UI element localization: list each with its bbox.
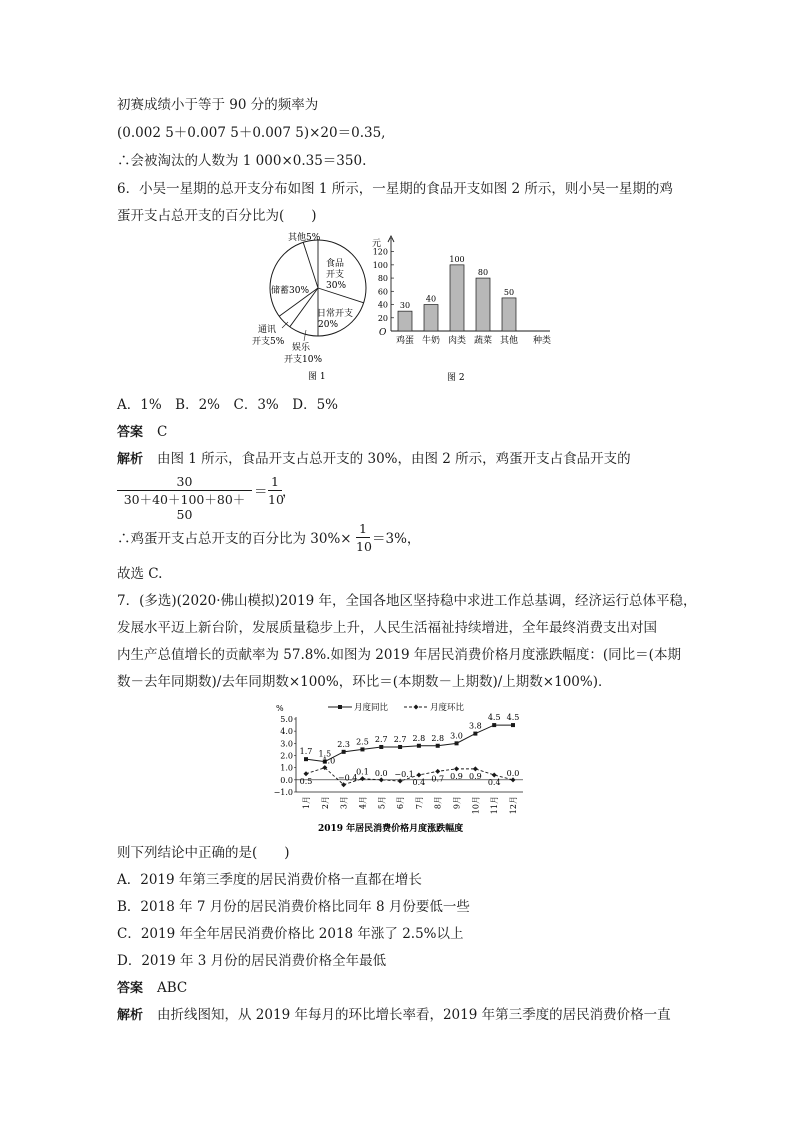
q7-stem-line-2: 发展水平迈上新台阶，发展质量稳步上升，人民生活福祉持续增进，全年最终消费支出对国 bbox=[117, 620, 657, 636]
mom-point bbox=[492, 772, 497, 777]
bar-value-label: 50 bbox=[503, 287, 515, 297]
yoy-value-label: 2.5 bbox=[356, 737, 369, 747]
q7-option-a[interactable]: A．2019 年第三季度的居民消费价格一直都在增长 bbox=[117, 872, 422, 888]
x-tick-label: 4月 bbox=[358, 796, 368, 810]
yoy-point bbox=[473, 732, 477, 736]
y-tick-label: 0.0 bbox=[280, 775, 293, 785]
mom-value-label: 0.1 bbox=[356, 767, 369, 777]
q7-question: 则下列结论中正确的是( ) bbox=[117, 845, 290, 861]
slice-label-daily: 日常开支 bbox=[317, 309, 354, 319]
mom-point bbox=[454, 766, 459, 771]
yoy-value-label: 3.8 bbox=[468, 721, 482, 731]
fraction-numerator: 1 bbox=[268, 474, 282, 491]
x-tick-label: 10月 bbox=[471, 796, 481, 815]
legend-yoy-label: 月度同比 bbox=[354, 703, 389, 713]
mom-value-label: 0.5 bbox=[299, 776, 313, 786]
bar-value-label: 80 bbox=[477, 268, 489, 278]
x-tick-label: 8月 bbox=[433, 796, 443, 810]
mom-value-label: −0.4 bbox=[337, 773, 358, 783]
x-tick-label: 11月 bbox=[490, 796, 500, 815]
yoy-point bbox=[379, 745, 383, 749]
slice-label-telecom-2: 开支5% bbox=[252, 337, 285, 347]
q7-answer bbox=[117, 979, 187, 998]
x-tick-label: 12月 bbox=[509, 796, 518, 815]
y-tick-label: 3.0 bbox=[280, 739, 293, 749]
pie-boundary-5 bbox=[303, 242, 318, 288]
fraction-denominator: 10 bbox=[356, 539, 372, 554]
q7-stem-line-1: 7．(多选)(2020·佛山模拟)2019 年，全国各地区坚持稳中求进工作总基调，经济运行总体平稳， bbox=[117, 593, 697, 609]
category-label: 牛奶 bbox=[421, 336, 441, 346]
yoy-point bbox=[360, 747, 364, 751]
y-axis-unit: % bbox=[276, 704, 284, 713]
q6-conclusion-pre: ∴鸡蛋开支占总开支的百分比为 30%× bbox=[117, 531, 352, 547]
bar-鸡蛋 bbox=[398, 311, 412, 331]
q7-option-b[interactable]: B．2018 年 7 月份的居民消费价格比同年 8 月份要低一些 bbox=[117, 899, 470, 915]
yoy-value-label: 2.3 bbox=[337, 739, 351, 749]
q7-option-d[interactable]: D．2019 年 3 月份的居民消费价格全年最低 bbox=[117, 953, 387, 969]
mom-point bbox=[398, 779, 403, 784]
category-label: 肉类 bbox=[447, 336, 467, 346]
x-tick-label: 7月 bbox=[414, 796, 424, 810]
mom-value-label: 0.9 bbox=[468, 771, 482, 781]
q6-options: A．1% B．2% C．3% D．5% bbox=[117, 397, 338, 413]
x-tick-label: 3月 bbox=[339, 796, 349, 810]
y-tick-label: 100 bbox=[372, 260, 388, 270]
origin-label: O bbox=[379, 328, 387, 338]
mom-point bbox=[416, 772, 421, 777]
mom-value-label: 0.4 bbox=[487, 777, 501, 787]
intro-line-3: ∴会被淘汰的人数为 1 000×0.35＝350. bbox=[117, 153, 367, 169]
analysis-text: 由图 1 所示，食品开支占总开支的 30%，由图 2 所示，鸡蛋开支占食品开支的 bbox=[157, 451, 631, 467]
q7-stem-line-3: 内生产总值增长的贡献率为 57.8%.如图为 2019 年居民消费价格月度涨跌幅度：(同比＝(本期 bbox=[117, 647, 681, 663]
yoy-point bbox=[511, 723, 515, 727]
fraction-one-tenth bbox=[268, 474, 282, 507]
legend-yoy-marker bbox=[338, 705, 342, 709]
figure-2-caption: 图 2 bbox=[447, 373, 465, 383]
fraction-denominator: 30＋40＋100＋80＋50 bbox=[123, 492, 246, 522]
y-tick-label: 4.0 bbox=[280, 727, 293, 737]
figure-2-bar-chart bbox=[365, 232, 565, 387]
bar-肉类 bbox=[450, 265, 464, 331]
slice-label-other: 其他5% bbox=[288, 233, 321, 243]
slice-label-food-2: 开支 bbox=[326, 270, 345, 280]
mom-value-label: 0.0 bbox=[506, 768, 520, 778]
answer-value: ABC bbox=[157, 980, 188, 996]
y-tick-label: 1.0 bbox=[280, 763, 293, 773]
q7-stem-line-4: 数－去年同期数)/去年同期数×100%，环比＝(本期数－上期数)/上期数×100%)． bbox=[117, 674, 612, 690]
q6-final: 故选 C. bbox=[117, 566, 163, 582]
mom-value-label: 1.0 bbox=[322, 756, 336, 766]
yoy-point bbox=[342, 750, 346, 754]
category-label: 鸡蛋 bbox=[395, 336, 415, 346]
fraction-eggs-over-food bbox=[117, 474, 252, 522]
chart-title: 2019 年居民消费价格月度涨跌幅度 bbox=[318, 824, 464, 834]
mom-value-label: 0.7 bbox=[431, 774, 445, 784]
slice-label-leisure-2: 开支10% bbox=[284, 355, 323, 365]
yoy-point bbox=[398, 745, 402, 749]
x-tick-label: 9月 bbox=[452, 796, 462, 810]
category-label: 其他 bbox=[499, 336, 519, 346]
q6-answer bbox=[117, 423, 167, 442]
yoy-value-label: 4.5 bbox=[506, 713, 520, 723]
mom-value-label: −0.1 bbox=[394, 770, 414, 780]
yoy-value-label: 3.0 bbox=[450, 731, 463, 741]
answer-value: C bbox=[157, 424, 168, 440]
figure-1-caption: 图 1 bbox=[308, 372, 326, 382]
q6-analysis bbox=[117, 450, 631, 469]
bar-牛奶 bbox=[424, 305, 438, 331]
mom-value-label: 0.9 bbox=[450, 771, 463, 781]
q7-analysis bbox=[117, 1006, 671, 1025]
slice-label-daily-pct: 20% bbox=[318, 320, 339, 330]
x-axis-label: 种类 bbox=[533, 336, 552, 346]
analysis-label: 解析 bbox=[117, 1008, 144, 1023]
analysis-label: 解析 bbox=[117, 452, 144, 467]
legend-mom-marker bbox=[414, 705, 419, 710]
slice-label-telecom-1: 通讯 bbox=[258, 325, 277, 335]
yoy-point bbox=[436, 744, 440, 748]
q7-option-c[interactable]: C．2019 年全年居民消费价格比 2018 年涨了 2.5%以上 bbox=[117, 926, 464, 942]
slice-label-food-pct: 30% bbox=[326, 281, 347, 291]
yoy-value-label: 2.7 bbox=[374, 734, 388, 744]
yoy-point bbox=[455, 741, 459, 745]
category-label: 蔬菜 bbox=[473, 336, 493, 346]
q6-conclusion-post: ＝3%， bbox=[372, 531, 421, 547]
figure-3-line-chart bbox=[268, 697, 538, 837]
yoy-point bbox=[492, 723, 496, 727]
q6-stem-line-2: 蛋开支占总开支的百分比为( ) bbox=[117, 208, 317, 224]
y-tick-label: 40 bbox=[377, 300, 388, 310]
yoy-point bbox=[304, 757, 308, 761]
mom-point bbox=[360, 776, 365, 781]
slice-label-leisure-1: 娱乐 bbox=[292, 343, 311, 353]
x-tick-label: 6月 bbox=[396, 796, 406, 810]
bar-蔬菜 bbox=[476, 278, 490, 331]
equals-sign: ＝ bbox=[254, 484, 268, 500]
bar-其他 bbox=[502, 298, 516, 331]
answer-label: 答案 bbox=[117, 425, 144, 440]
yoy-value-label: 2.8 bbox=[412, 733, 426, 743]
yoy-value-label: 4.5 bbox=[487, 713, 501, 723]
fraction-one-tenth-2 bbox=[356, 521, 370, 554]
slice-label-food-1: 食品 bbox=[326, 259, 345, 269]
bar-value-label: 40 bbox=[425, 294, 437, 304]
y-axis-unit: 元 bbox=[372, 239, 382, 249]
mom-point bbox=[435, 769, 440, 774]
answer-label: 答案 bbox=[117, 981, 144, 996]
mom-point bbox=[473, 766, 478, 771]
yoy-value-label: 1.5 bbox=[318, 749, 332, 759]
yoy-value-label: 1.7 bbox=[299, 747, 313, 757]
slice-label-savings: 储蓄30% bbox=[271, 286, 310, 296]
mom-point bbox=[379, 777, 384, 782]
x-tick-label: 2月 bbox=[320, 796, 330, 810]
fraction-denominator: 10 bbox=[268, 492, 284, 507]
bar-value-label: 30 bbox=[399, 301, 411, 311]
mom-value-label: 0.0 bbox=[374, 768, 388, 778]
x-tick-label: 1月 bbox=[302, 796, 311, 810]
y-tick-label: 120 bbox=[372, 247, 388, 257]
y-tick-label: 60 bbox=[377, 287, 388, 297]
intro-line-1: 初赛成绩小于等于 90 分的频率为 bbox=[117, 97, 319, 113]
y-tick-label: 20 bbox=[377, 313, 388, 323]
yoy-value-label: 2.7 bbox=[393, 734, 407, 744]
mom-value-label: 0.4 bbox=[412, 777, 426, 787]
y-tick-label: 2.0 bbox=[280, 751, 293, 761]
y-tick-label: −1.0 bbox=[273, 788, 293, 797]
yoy-value-label: 2.8 bbox=[431, 733, 445, 743]
y-tick-label: 5.0 bbox=[280, 715, 293, 724]
y-tick-label: 80 bbox=[377, 274, 388, 284]
q6-stem-line-1: 6．小吴一星期的总开支分布如图 1 所示，一星期的食品开支如图 2 所示，则小吴一星期的鸡 bbox=[117, 181, 673, 197]
yoy-point bbox=[417, 744, 421, 748]
comma: ， bbox=[282, 484, 296, 500]
fraction-numerator: 30 bbox=[117, 474, 252, 491]
bar-value-label: 100 bbox=[449, 254, 465, 264]
fraction-numerator: 1 bbox=[356, 521, 370, 538]
leader-leisure bbox=[304, 330, 306, 341]
mom-point bbox=[511, 777, 516, 782]
mom-point bbox=[304, 771, 309, 776]
analysis-text: 由折线图知，从 2019 年每月的环比增长率看，2019 年第三季度的居民消费价格一直 bbox=[157, 1007, 671, 1023]
x-tick-label: 5月 bbox=[377, 796, 387, 810]
legend-mom-label: 月度环比 bbox=[430, 703, 465, 713]
intro-line-2: (0.002 5＋0.007 5＋0.007 5)×20＝0.35, bbox=[117, 125, 386, 141]
figure-1-pie-chart bbox=[240, 226, 380, 386]
